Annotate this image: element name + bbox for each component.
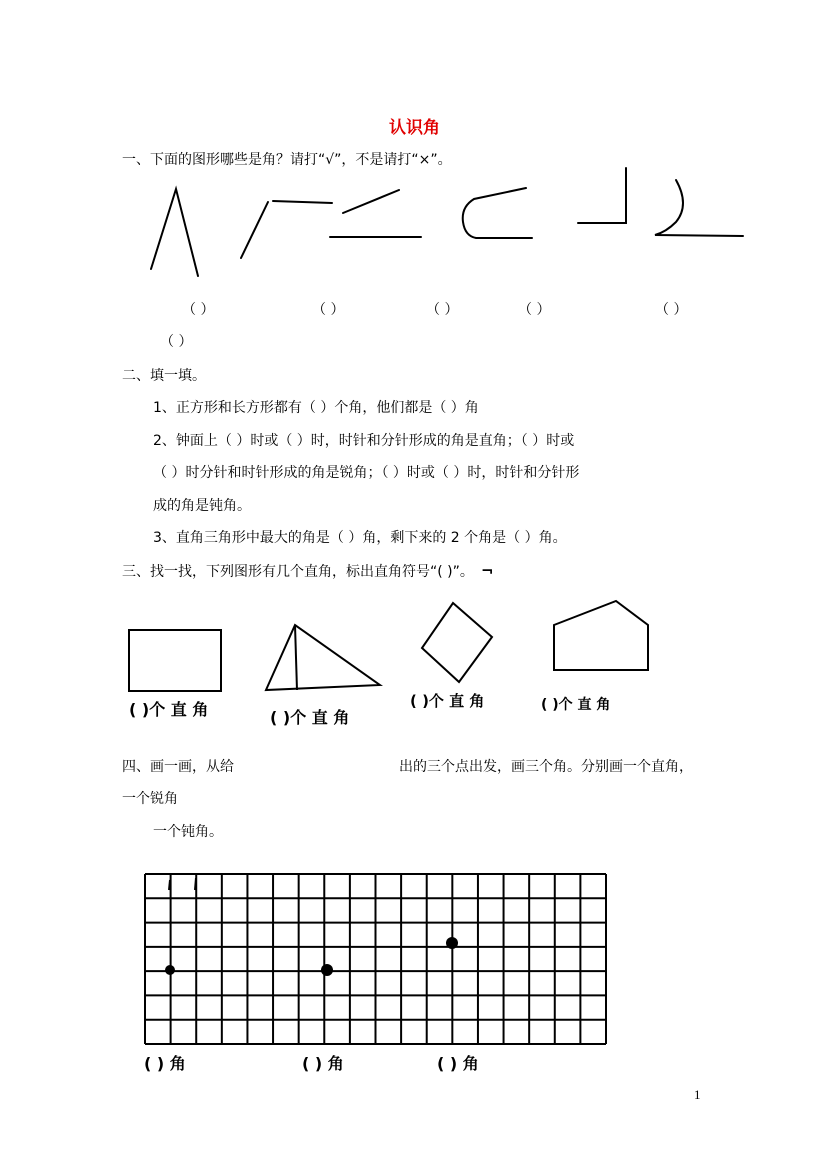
grid-point-3	[446, 937, 458, 949]
page-number: 1	[694, 1087, 701, 1102]
blank-2[interactable]: （ ）	[312, 302, 345, 318]
blank-6[interactable]: （ ）	[160, 334, 193, 350]
section4-heading-part2: 出的三个点出发，画三个角。分别画一个直角，	[399, 759, 693, 775]
section3-heading: 三、找一找，下列图形有几个直角，标出直角符号“( )”。	[122, 564, 474, 580]
blank-3[interactable]: （ ）	[426, 302, 459, 318]
section2-heading: 二、填一填。	[122, 368, 206, 384]
right-angle-symbol: ¬	[481, 562, 494, 580]
blank-5[interactable]: （ ）	[655, 302, 688, 318]
question-2-2-line2: （ ）时分针和时针形成的角是锐角；（ ）时或（ ）时，时针和分针形	[153, 465, 580, 481]
question-2-2-line1: 2、钟面上（ ）时或（ ）时，时针和分针形成的角是直角；（ ）时或	[153, 433, 575, 449]
caption-square[interactable]: ( )个 直 角	[410, 692, 485, 710]
grid-caption-3[interactable]: ( ) 角	[437, 1054, 479, 1073]
grid-point-1	[165, 965, 175, 975]
blank-4[interactable]: （ ）	[518, 302, 551, 318]
caption-pentagon[interactable]: ( )个 直 角	[541, 697, 611, 713]
page-title: 认识角	[389, 118, 440, 138]
grid-caption-1[interactable]: ( ) 角	[144, 1054, 186, 1073]
section1-heading: 一、下面的图形哪些是角？请打“√”，不是请打“×”。	[122, 152, 452, 168]
caption-rectangle[interactable]: ( )个 直 角	[129, 700, 209, 719]
question-2-3: 3、直角三角形中最大的角是（ ）角，剩下来的 2 个角是（ ）角。	[153, 530, 567, 546]
section4-line2: 一个锐角	[122, 791, 178, 807]
question-2-2-line3: 成的角是钝角。	[153, 498, 251, 514]
grid-point-2	[321, 964, 333, 976]
blank-1[interactable]: （ ）	[182, 302, 215, 318]
caption-triangle[interactable]: ( )个 直 角	[270, 708, 350, 727]
question-2-1: 1、正方形和长方形都有（ ）个角，他们都是（ ）角	[153, 400, 479, 416]
section4-heading-part1: 四、画一画，从给	[122, 759, 234, 775]
section4-line3: 一个钝角。	[153, 824, 223, 840]
grid-caption-2[interactable]: ( ) 角	[302, 1054, 344, 1073]
